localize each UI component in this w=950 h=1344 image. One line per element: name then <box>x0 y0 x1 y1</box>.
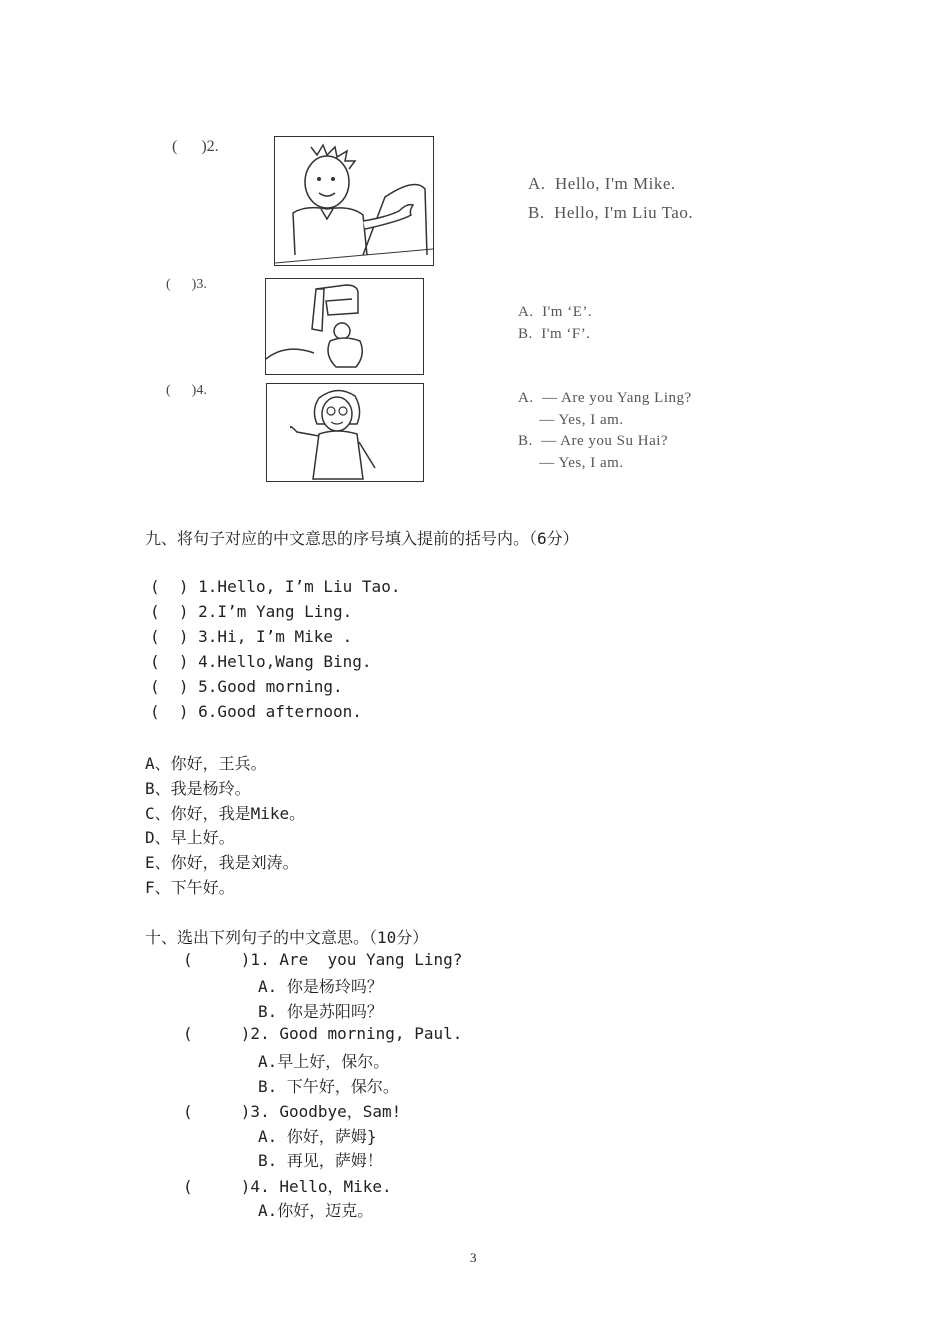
letter-character-icon <box>266 279 423 374</box>
section-9-item: ( ) 1.Hello, I’m Liu Tao. <box>150 577 401 596</box>
letter-e-character-picture <box>265 278 424 375</box>
section-10-option: A. 你好，萨姆} <box>258 1127 377 1146</box>
boy-waving-picture <box>274 136 434 266</box>
boy-illustration-icon <box>275 137 433 265</box>
question-3-option-b: B. I'm ‘F’. <box>518 326 591 342</box>
girl-waving-picture <box>266 383 424 482</box>
section-9-item: ( ) 4.Hello,Wang Bing. <box>150 652 372 671</box>
section-10-option: A. 你是杨玲吗？ <box>258 977 383 996</box>
question-4-option-b: B. — Are you Su Hai? <box>518 433 669 449</box>
section-9-item: ( ) 6.Good afternoon. <box>150 702 362 721</box>
section-10-option: B. 你是苏阳吗？ <box>258 1002 383 1021</box>
section-9-title: 九、将句子对应的中文意思的序号填入提前的括号内。（6分） <box>145 529 579 548</box>
question-3-number: ( )3. <box>166 277 207 292</box>
question-3-option-a: A. I'm ‘E’. <box>518 304 593 320</box>
question-4-number: ( )4. <box>166 383 207 398</box>
section-9-item: ( ) 3.Hi, I’m Mike . <box>150 627 353 646</box>
page-number: 3 <box>470 1250 477 1265</box>
question-4-option-b-reply: — Yes, I am. <box>518 455 624 471</box>
section-10-option: A.你好，迈克。 <box>258 1201 374 1220</box>
section-10-option: B. 再见，萨姆！ <box>258 1151 383 1170</box>
section-10-question: ( )3. Goodbye，Sam! <box>183 1102 402 1121</box>
question-2-option-a: A. Hello, I'm Mike. <box>528 174 676 193</box>
question-4-option-a: A. — Are you Yang Ling? <box>518 390 692 406</box>
section-10-question: ( )4. Hello，Mike. <box>183 1177 392 1196</box>
section-10-question: ( )2. Good morning, Paul. <box>183 1024 463 1043</box>
section-9-answer: B、我是杨玲。 <box>145 779 251 798</box>
section-9-answer: E、你好，我是刘涛。 <box>145 853 299 872</box>
section-9-item: ( ) 2.I’m Yang Ling. <box>150 602 353 621</box>
section-10-title: 十、选出下列句子的中文意思。（10分） <box>145 928 429 947</box>
section-10-option: A.早上好，保尔。 <box>258 1052 390 1071</box>
section-9-answer: C、你好，我是Mike。 <box>145 804 306 823</box>
section-9-item: ( ) 5.Good morning. <box>150 677 343 696</box>
question-2-number: ( )2. <box>172 138 219 155</box>
section-9-answer: D、早上好。 <box>145 828 235 847</box>
question-2-option-b: B. Hello, I'm Liu Tao. <box>528 203 694 222</box>
section-10-question: ( )1. Are you Yang Ling? <box>183 950 463 969</box>
question-4-option-a-reply: — Yes, I am. <box>518 412 624 428</box>
section-9-answer: A、你好，王兵。 <box>145 754 267 773</box>
section-10-option: B. 下午好，保尔。 <box>258 1077 399 1096</box>
section-9-answer: F、下午好。 <box>145 878 235 897</box>
girl-illustration-icon <box>267 384 423 481</box>
